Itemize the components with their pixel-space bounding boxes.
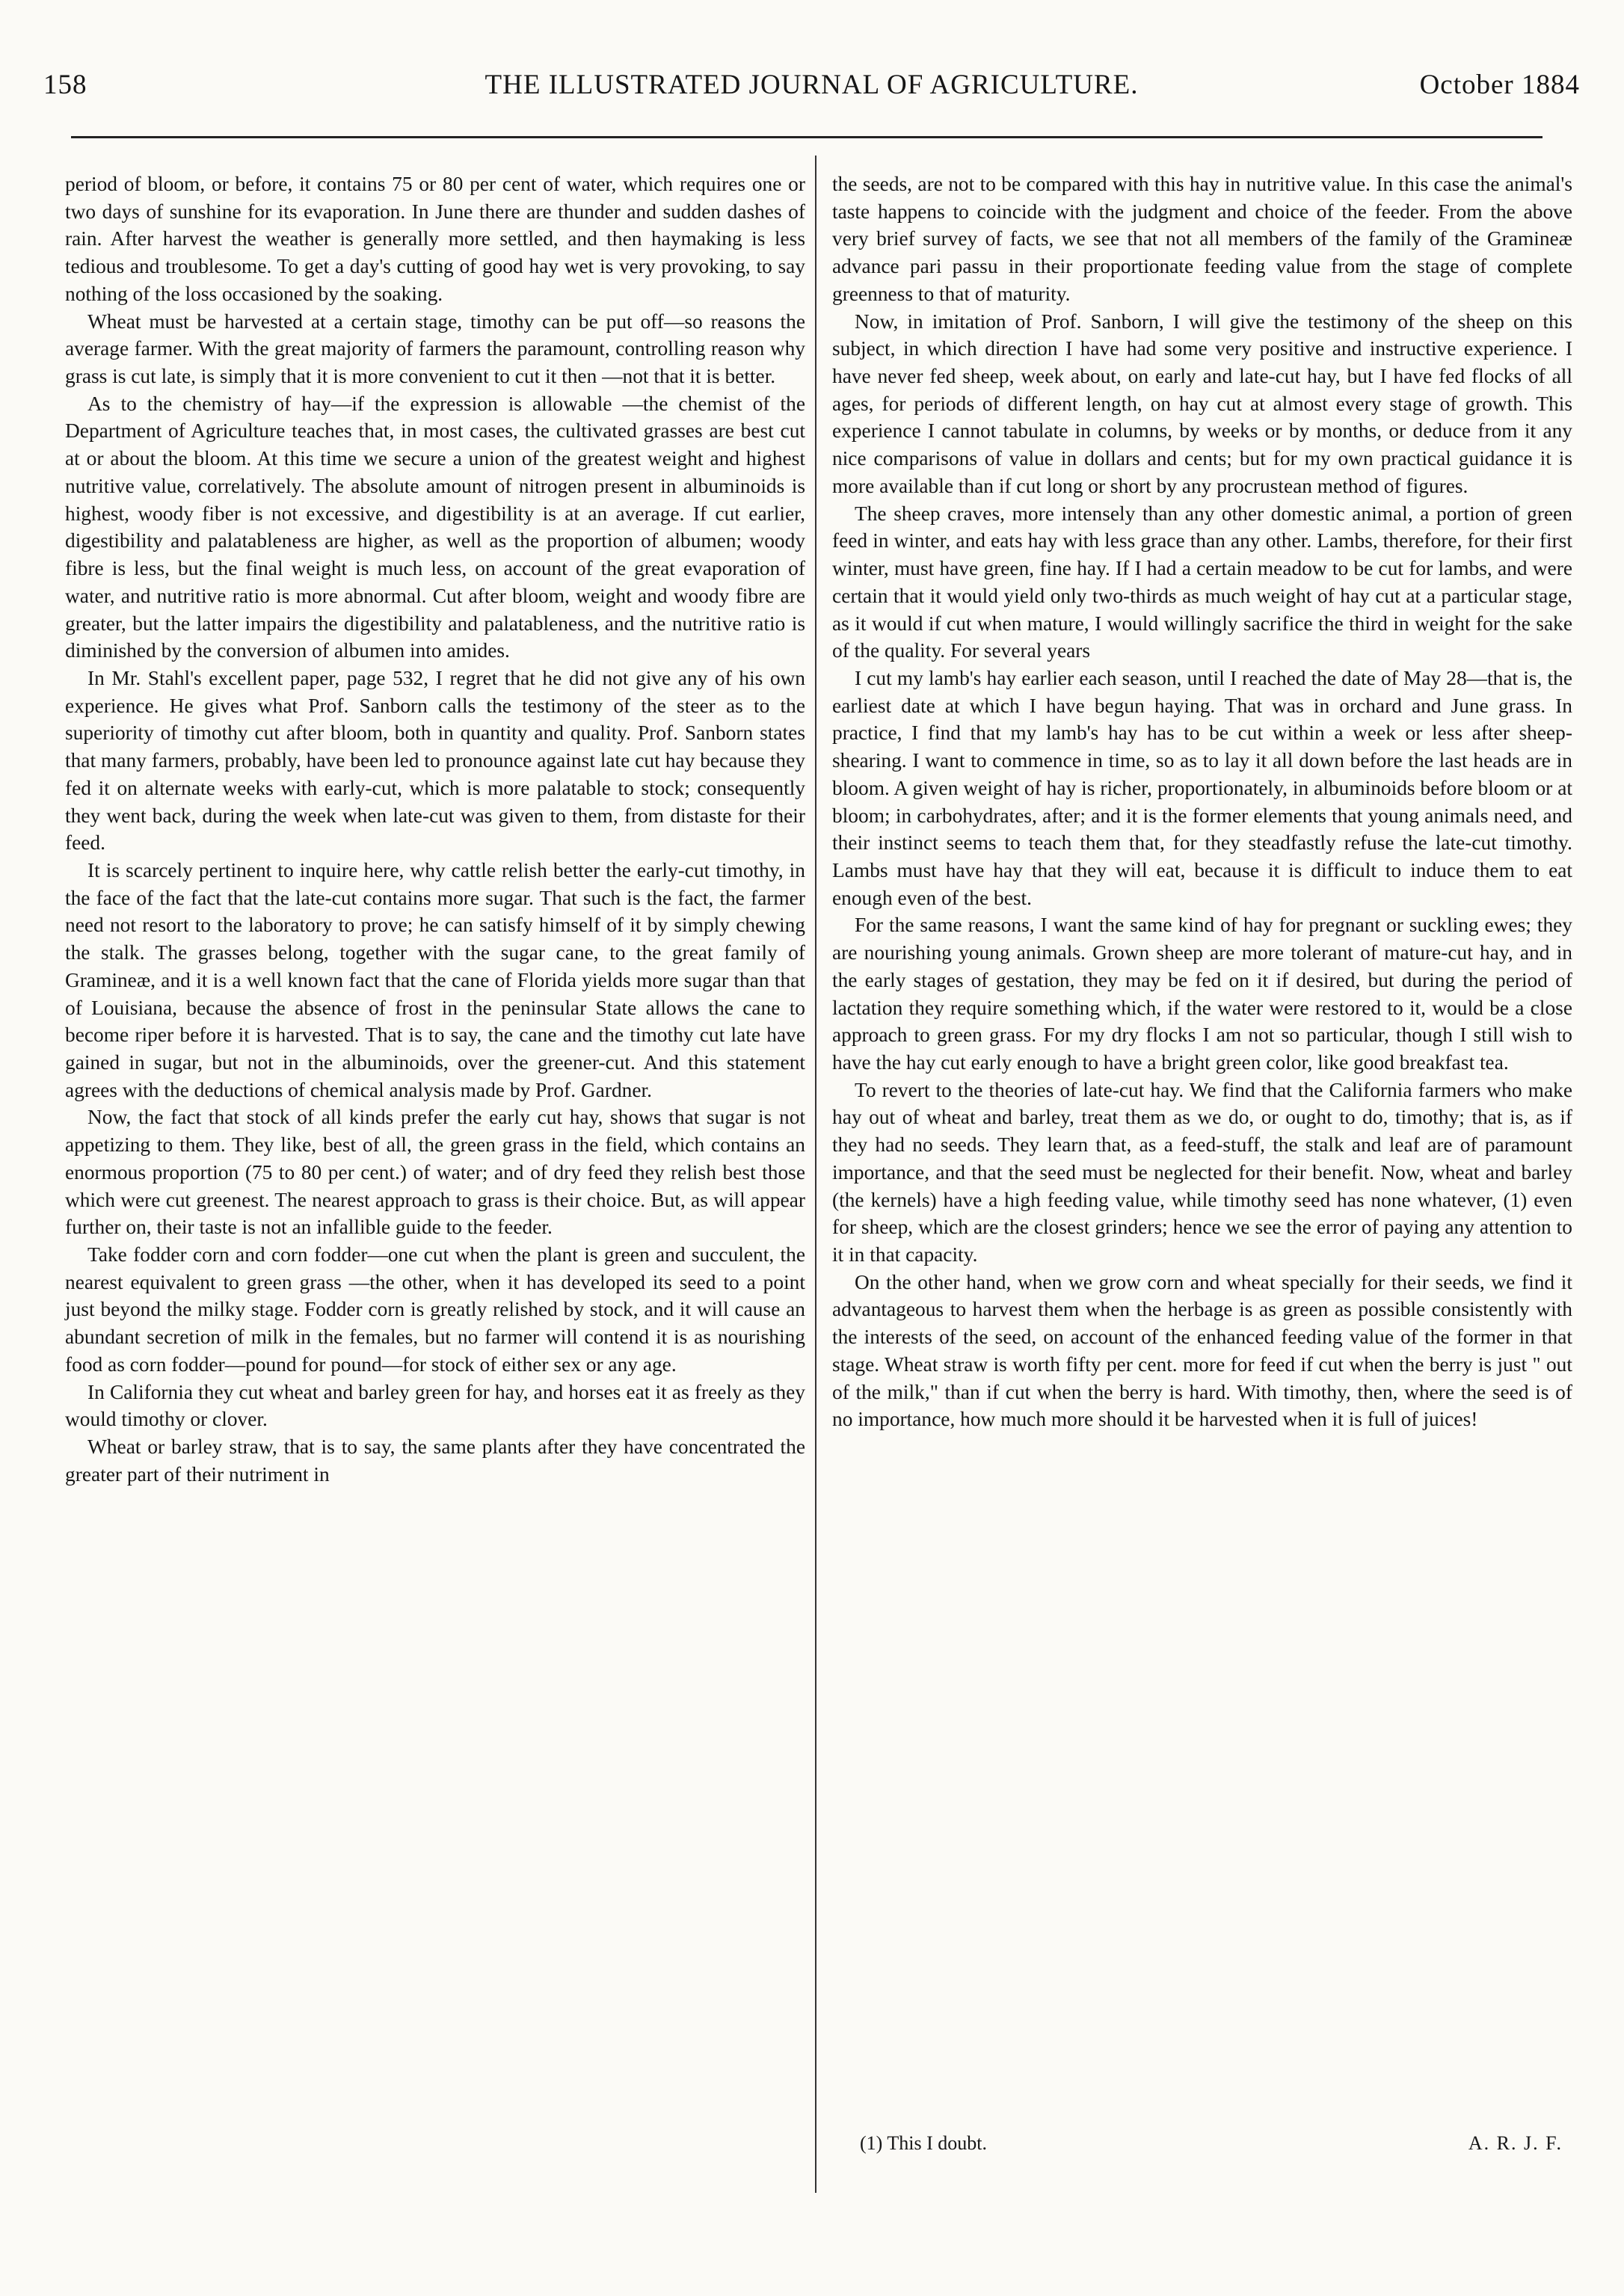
paragraph: It is scarcely pertinent to inquire here, why cattle relish better the early-cut timothy, in the face of the fact that the late-cut contains more sugar. That such is the fact, the farmer need not resort to the laboratory to prove; he can satisfy himself of it by simply chewing the stalk. The grasses belong, together with the sugar cane, to the great family of Gramineæ, and it is a well known fact that the cane of Florida yields more sugar than that of Louisiana, because the absence of frost in the peninsular State allows the cane to become riper before it is harvested. That is to say, the cane and the timothy cut late have gained in sugar, but not in the albuminoids, over the greener-cut. And this statement agrees with the deductions of chemical analysis made by Prof. Gardner. (65, 858, 805, 1101)
right-column (832, 170, 1572, 1433)
paragraph: On the other hand, when we grow corn and wheat specially for their seeds, we find it advantageous to harvest them when the herbage is as green as possible consistently with the interests of the seed, on account of the enhanced feeding value of the former in that stage. Wheat straw is worth fifty per cent. more for feed if cut when the berry is just " out of the milk," than if cut when the berry is hard. With timothy, then, where the seed is of no importance, how much more should it be harvested when it is full of juices! (832, 1270, 1572, 1431)
paragraph: the seeds, are not to be compared with this hay in nutritive value. In this case the animal's taste happens to coincide with the judgment and choice of the feeder. From the above very brief survey of facts, we see that not all members of the family of the Gramineæ advance pari passu in their proportionate feeding value from the stage of complete greenness to that of maturity. (832, 173, 1572, 305)
paragraph: I cut my lamb's hay earlier each season, until I reached the date of May 28—that is, the earliest date at which I have begun haying. That was in orchard and June grass. In practice, I find that my lamb's hay has to be cut within a week or less after sheep-shearing. I want to commence in time, so as to lay it all down before the last heads are in bloom. A given weight of hay is richer, proportionately, in albuminoids before bloom or at bloom; in carbohydrates, after; and it is the former elements that young animals need, and their instinct seems to teach them that, for they steadfastly refuse the late-cut timothy. Lambs must have hay that they will eat, because it is difficult to induce them to eat enough even of the best. (832, 666, 1572, 909)
paragraph: period of bloom, or before, it contains 75 or 80 per cent of water, which requires one or two days of sunshine for its evaporation. In June there are thunder and sudden dashes of rain. After harvest the weather is generally more settled, and then haymaking is less tedious and troublesome. To get a day's cutting of good hay wet is very provoking, to say nothing of the loss occasioned by the soaking. (65, 173, 805, 305)
page-footer (860, 2132, 1563, 2165)
paragraph: To revert to the theories of late-cut hay. We find that the California farmers who make hay out of wheat and barley, treat them as we do, or ought to do, timothy; that is, as if they had no seeds. They learn that, as a feed-stuff, the stalk and leaf are of paramount importance, and that the seed must be neglected for their benefit. Now, wheat and barley (the kernels) have a high feeding value, while timothy seed has none whatever, (1) even for sheep, which are the closest grinders; hence we see the error of paying any attention to it in that capacity. (832, 1078, 1572, 1267)
journal-title: THE ILLUSTRATED JOURNAL OF AGRICULTURE. (485, 70, 1139, 100)
paragraph: Now, the fact that stock of all kinds prefer the early cut hay, shows that sugar is not appetizing to them. They like, best of all, the green grass in the field, which contains an enormous proportion (75 to 80 per cent.) of water; and of dry feed they relish best those which were cut greenest. The nearest approach to grass is their choice. But, as will appear further on, their taste is not an infallible guide to the feeder. (65, 1106, 805, 1239)
page-header (43, 69, 1580, 114)
header-rule (71, 136, 1543, 138)
paragraph: Now, in imitation of Prof. Sanborn, I will give the testimony of the sheep on this subject, in which direction I have had some very positive and instructive experience. I have never fed sheep, week about, on early and late-cut hay, but I have fed flocks of all ages, for periods of different length, on hay cut at almost every stage of growth. This experience I cannot tabulate in columns, by weeks or by months, or deduce from it any nice comparisons of value in dollars and cents; but for my own practical guidance it is more available than if cut long or short by any procrustean method of figures. (832, 310, 1572, 497)
footnote: (1) This I doubt. (860, 2132, 987, 2154)
paragraph: Wheat must be harvested at a certain stage, timothy can be put off—so reasons the average farmer. With the great majority of farmers the paramount, controlling reason why grass is cut late, is simply that it is more convenient to cut it then —not that it is better. (65, 310, 805, 388)
left-column (65, 170, 805, 1489)
paragraph: For the same reasons, I want the same kind of hay for pregnant or suckling ewes; they are nourishing young animals. Grown sheep are more tolerant of mature-cut hay, and in the early stages of gestation, they may be fed on it if desired, but during the period of lactation they require something which, if the water were restored to it, would be a close approach to green grass. For my dry flocks I am not so particular, though I still wish to have the hay cut early enough to have a bright green color, like good breakfast tea. (832, 914, 1572, 1074)
paragraph: The sheep craves, more intensely than any other domestic animal, a portion of green feed in winter, and eats hay with less grace than any other. Lambs, therefore, for their first winter, must have green, fine hay. If I had a certain meadow to be cut for lambs, and were certain that it would yield only two-thirds as much weight of hay cut at a particular stage, as it would if cut when mature, I would willingly sacrifice the third in weight for the sake of the quality. For several years (832, 502, 1572, 662)
author-signature: A. R. J. F. (1468, 2132, 1563, 2154)
paragraph: Take fodder corn and corn fodder—one cut when the plant is green and succulent, the nearest equivalent to green grass —the other, when it has developed its seed to a point just beyond the milky stage. Fodder corn is greatly relished by stock, and it will cause an abundant secretion of milk in the females, but no farmer will contend it is as nourishing food as corn fodder—pound for pound—for stock of either sex or any age. (65, 1243, 805, 1376)
issue-date: October 1884 (1419, 70, 1580, 100)
paragraph: As to the chemistry of hay—if the expression is allowable —the chemist of the Department of Agriculture teaches that, in most cases, the cultivated grasses are best cut at or about the bloom. At this time we secure a union of the greatest weight and highest nutritive value, correlatively. The absolute amount of nitrogen present in albuminoids is highest, woody fiber is not excessive, and digestibility is at an average. If cut earlier, digestibility and palatableness are higher, as well as the proportion of albumen; woody fibre is less, but the final weight is much less, on account of the great evaporation of water, and nutritive ratio is more abnormal. Cut after bloom, weight and woody fibre are greater, but the latter impairs the digestibility and palatableness, and the nutritive ratio is diminished by the conversion of albumen into amides. (65, 392, 805, 662)
column-divider (815, 156, 816, 2193)
paragraph: Wheat or barley straw, that is to say, the same plants after they have concentrated the greater part of their nutriment in (65, 1435, 805, 1486)
page-number: 158 (43, 70, 87, 100)
paragraph: In California they cut wheat and barley green for hay, and horses eat it as freely as they would timothy or clover. (65, 1380, 805, 1431)
paragraph: In Mr. Stahl's excellent paper, page 532, I regret that he did not give any of his own experience. He gives what Prof. Sanborn calls the testimony of the steer as to the superiority of timothy cut after bloom, both in quantity and quality. Prof. Sanborn states that many farmers, probably, have been led to pronounce against late cut hay because they fed it on alternate weeks with early-cut, which is more palatable to stock; consequently they went back, during the week when late-cut was given to them, from distaste for their feed. (65, 666, 805, 855)
